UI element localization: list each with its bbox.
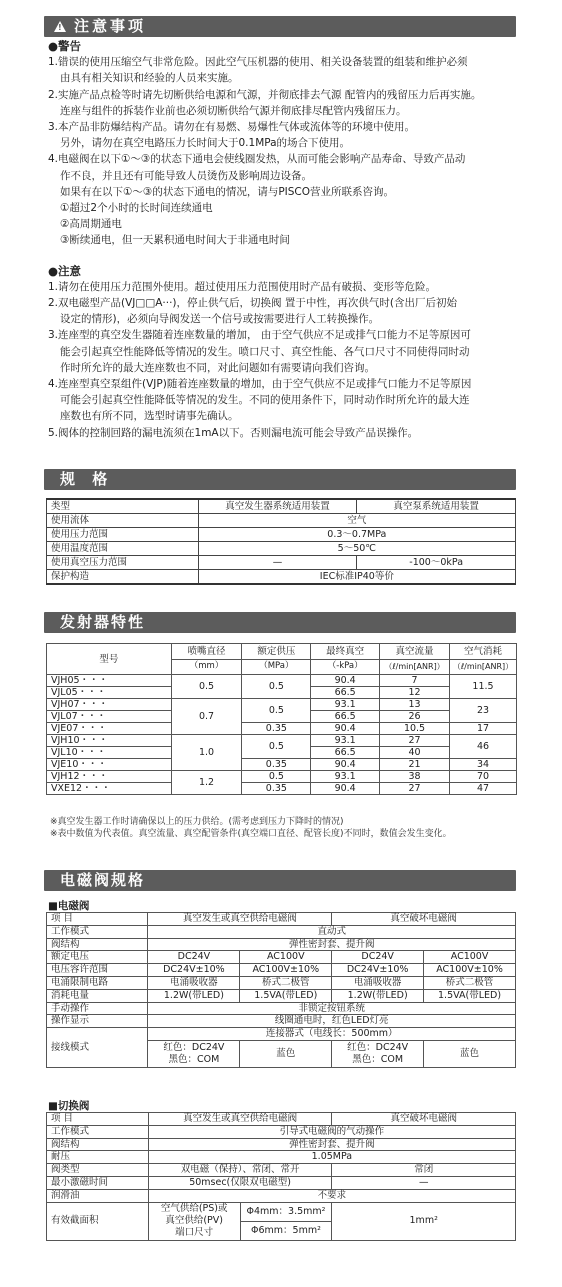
table-row <box>47 556 516 570</box>
sol-value: 1.5VA(带LED) <box>424 989 516 1002</box>
warning-line: 作不良，并且还有可能导致人员烫伤及影响周边设备。 <box>60 169 312 182</box>
sw-header-cell: 项 目 <box>47 1113 149 1126</box>
table-row <box>47 989 516 1002</box>
table-row <box>47 938 516 951</box>
warning-line: 1.错误的使用压缩空气非常危险。因此空气压机器的使用、相关设备装置的组装和维护必须 <box>48 56 468 69</box>
ejector-unit: （ℓ/min[ANR]） <box>380 659 450 675</box>
ejector-vacuum: 90.4 <box>311 723 380 735</box>
table-row <box>47 1113 516 1126</box>
ejector-vacuum: 93.1 <box>311 735 380 747</box>
ejector-consumption: 23 <box>450 699 517 723</box>
sw-label: 耐压 <box>47 1151 149 1164</box>
table-row <box>47 735 517 747</box>
table-row <box>47 783 517 795</box>
sol-value: 桥式二极管 <box>240 976 332 989</box>
spec-header-cell: 真空发生器系统适用装置 <box>198 499 357 514</box>
table-row <box>47 925 516 938</box>
sol-value: 直动式 <box>148 925 516 938</box>
ejector-consumption: 70 <box>450 771 517 783</box>
table-row <box>47 499 516 514</box>
ejector-pressure: 0.5 <box>242 735 311 759</box>
ejector-vacuum: 93.1 <box>311 699 380 711</box>
table-row <box>47 699 517 711</box>
sol-label: 接线模式 <box>47 1028 148 1068</box>
spec-value: 5～50℃ <box>198 542 515 556</box>
ejector-nozzle: 0.7 <box>171 699 242 735</box>
ejector-flow: 10.5 <box>380 723 450 735</box>
sw-label: 有效截面积 <box>47 1202 149 1240</box>
table-row <box>47 771 517 783</box>
ejector-unit: （MPa） <box>242 659 311 675</box>
ejector-flow: 40 <box>380 747 450 759</box>
caution-body <box>48 38 522 441</box>
sw-area-a1: Φ4mm：3.5mm² <box>240 1202 332 1221</box>
sw-area-a2: Φ6mm：5mm² <box>240 1221 332 1240</box>
sol-wiring-dc <box>148 1040 240 1067</box>
ejector-pressure: 0.5 <box>242 675 311 699</box>
sw-value: 双电磁（保持）、常闭、常开 <box>148 1164 332 1177</box>
wire-red: 红色：DC24V <box>163 1041 225 1053</box>
ejector-flow: 7 <box>380 675 450 687</box>
wire-black: 黑色：COM <box>352 1053 404 1065</box>
notice-line: 能会引起真空性能降低等情况的发生。喷口尺寸、真空性能、各气口尺寸不同使得同时动 <box>60 345 470 358</box>
spec-table <box>46 498 516 585</box>
sol-value: AC100V <box>240 951 332 964</box>
ejector-vacuum: 66.5 <box>311 747 380 759</box>
ejector-model: VJE10・・・ <box>47 759 172 771</box>
ejector-model: VJH12・・・ <box>47 771 172 783</box>
solenoid-table <box>46 912 516 1068</box>
spec-label: 使用流体 <box>47 514 199 528</box>
warning-line: 2.实施产品点检等时请先切断供给电源和气源，并彻底排去气源 配管内的残留压力后再实施。 <box>48 88 482 101</box>
ejector-pressure: 0.35 <box>242 723 311 735</box>
warning-line: 连座与组件的拆装作业前也必须切断供给气源并彻底排尽配管内残留压力。 <box>60 104 407 117</box>
table-row <box>47 1015 516 1028</box>
warning-line: ②高周期通电 <box>60 218 122 231</box>
ejector-consumption: 47 <box>450 783 517 795</box>
solenoid-valve-label: ■电磁阀 <box>48 900 90 912</box>
spec-label: 保护构造 <box>47 570 199 585</box>
ejector-nozzle: 0.5 <box>171 675 242 699</box>
notice-line: 2.双电磁型产品(VJ□□A···)，停止供气后，切换阀 置于中性，再次供气时(含出厂后初始 <box>48 297 457 310</box>
solenoid-title-bar <box>44 870 516 891</box>
ejector-vacuum: 90.4 <box>311 759 380 771</box>
table-row <box>47 1202 516 1221</box>
sw-value: 引导式电磁阀的气动操作 <box>148 1125 515 1138</box>
switch-valve-table <box>46 1112 516 1241</box>
warning-line: 由具有相关知识和经验的人员来实施。 <box>60 72 239 85</box>
ejector-title-bar <box>44 612 516 633</box>
ejector-notes <box>50 817 452 840</box>
ejector-pressure: 0.35 <box>242 759 311 771</box>
ejector-vacuum: 90.4 <box>311 783 380 795</box>
sw-header-cell: 真空破坏电磁阀 <box>332 1113 516 1126</box>
sw-area-desc-line: 真空供给(PV) <box>165 1215 223 1227</box>
ejector-header-model: 型号 <box>47 644 172 675</box>
table-row <box>47 644 517 660</box>
sol-value: DC24V <box>148 951 240 964</box>
ejector-unit: （-kPa） <box>311 659 380 675</box>
sw-header-cell: 真空发生或真空供给电磁阀 <box>148 1113 332 1126</box>
spec-header-cell: 类型 <box>47 499 199 514</box>
ejector-flow: 12 <box>380 687 450 699</box>
ejector-unit: （ℓ/min[ANR]） <box>450 659 517 675</box>
ejector-flow: 13 <box>380 699 450 711</box>
spec-label: 使用真空压力范围 <box>47 556 199 570</box>
sol-label: 消耗电量 <box>47 989 148 1002</box>
wire-red: 红色：DC24V <box>347 1041 409 1053</box>
spec-header-cell: 真空泵系统适用装置 <box>357 499 516 514</box>
sw-label: 阀类型 <box>47 1164 149 1177</box>
spec-value: — <box>198 556 357 570</box>
table-row <box>47 1151 516 1164</box>
sol-value: 非锁定按钮系统 <box>148 1002 516 1015</box>
notice-line: 4.连座型真空泵组件(VJP)随着连座数量的增加，由于空气供应不足或排气口能力不足等原因 <box>48 378 472 391</box>
spec-value: -100～0kPa <box>357 556 516 570</box>
sol-value: 连接器式（电线长：500mm） <box>148 1028 516 1041</box>
notice-line: 1.请勿在使用压力范围外使用。超过使用压力范围使用时产品有破损、变形等危险。 <box>48 280 437 293</box>
table-row <box>47 964 516 977</box>
sol-value: 弹性密封套、提升阀 <box>148 938 516 951</box>
notice-line: 5.阀体的控制回路的漏电流须在1mA以下。否则漏电流可能会导致产品误操作。 <box>48 426 419 439</box>
sw-label: 最小激磁时间 <box>47 1176 149 1189</box>
notice-line: 作时所允许的最大连座数也不同，对此问题如有需要请向我们咨询。 <box>60 361 375 374</box>
ejector-flow: 21 <box>380 759 450 771</box>
sol-wiring-dc <box>332 1040 424 1067</box>
ejector-model: VJL05・・・ <box>47 687 172 699</box>
table-row <box>47 1002 516 1015</box>
caution-title: 注意事项 <box>74 17 147 35</box>
warning-line: ③断续通电，但一天累积通电时间大于非通电时间 <box>60 234 290 247</box>
ejector-table <box>46 643 517 795</box>
ejector-header: 空气消耗 <box>450 644 517 660</box>
sol-value: 线圈通电时，红色LED灯亮 <box>148 1015 516 1028</box>
notice-line: 设定的情形)，必须向导阀发送一个信号或按需要进行人工转换操作。 <box>60 313 380 326</box>
sw-value: 50msec(仅限双电磁型) <box>148 1176 332 1189</box>
spec-label: 使用温度范围 <box>47 542 199 556</box>
sol-value: AC100V <box>424 951 516 964</box>
spec-title-bar <box>44 469 516 490</box>
caution-title-bar <box>44 16 516 37</box>
ejector-flow: 38 <box>380 771 450 783</box>
ejector-note: ※表中数值为代表值。真空流量、真空配管条件(真空端口直径、配管长度)不同时，数值会发生变化。 <box>50 828 452 839</box>
ejector-vacuum: 90.4 <box>311 675 380 687</box>
sw-label: 阀结构 <box>47 1138 149 1151</box>
table-row <box>47 528 516 542</box>
ejector-model: VJL07・・・ <box>47 711 172 723</box>
sw-label: 润滑油 <box>47 1189 149 1202</box>
sol-value: 1.2W(带LED) <box>332 989 424 1002</box>
sol-value: 桥式二极管 <box>424 976 516 989</box>
sol-header-cell: 真空破坏电磁阀 <box>332 913 516 926</box>
solenoid-title: 电磁阀规格 <box>60 871 146 889</box>
sol-value: 1.2W(带LED) <box>148 989 240 1002</box>
notice-line: 3.连座型的真空发生器随着连座数量的增加， 由于空气供应不足或排气口能力不足等原因可 <box>48 329 471 342</box>
table-row <box>47 1028 516 1041</box>
sw-value: 常闭 <box>332 1164 516 1177</box>
spec-title: 规 格 <box>60 470 114 488</box>
sol-label: 阀结构 <box>47 938 148 951</box>
ejector-consumption: 17 <box>450 723 517 735</box>
sol-wiring-ac: 蓝色 <box>424 1040 516 1067</box>
sw-area-b: 1mm² <box>332 1202 516 1240</box>
ejector-consumption: 46 <box>450 735 517 759</box>
sw-area-desc <box>148 1202 240 1240</box>
table-row <box>47 1176 516 1189</box>
sw-label: 工作模式 <box>47 1125 149 1138</box>
ejector-consumption: 11.5 <box>450 675 517 699</box>
ejector-title: 发射器特性 <box>60 613 146 631</box>
ejector-model: VXE12・・・ <box>47 783 172 795</box>
warning-line: 4.电磁阀在以下①～③的状态下通电会使线圈发热，从而可能会影响产品寿命、导致产品动 <box>48 153 466 166</box>
ejector-header: 真空流量 <box>380 644 450 660</box>
table-row <box>47 1189 516 1202</box>
ejector-pressure: 0.35 <box>242 783 311 795</box>
table-row <box>47 1125 516 1138</box>
sol-label: 额定电压 <box>47 951 148 964</box>
sw-value: 不要求 <box>148 1189 515 1202</box>
ejector-nozzle: 1.0 <box>171 735 242 771</box>
ejector-unit: （mm） <box>171 659 242 675</box>
ejector-flow: 27 <box>380 783 450 795</box>
table-row <box>47 675 517 687</box>
warning-triangle-icon: ! <box>54 21 66 32</box>
table-row <box>47 514 516 528</box>
sw-value: 1.05MPa <box>148 1151 515 1164</box>
notice-heading: ●注意 <box>48 263 82 278</box>
notice-line: 座数也有所不同，选型时请事先确认。 <box>60 410 239 423</box>
sol-header-cell: 真空发生或真空供给电磁阀 <box>148 913 332 926</box>
table-row <box>47 723 517 735</box>
sol-label: 电压容许范围 <box>47 964 148 977</box>
ejector-model: VJH05・・・ <box>47 675 172 687</box>
sw-value: — <box>332 1176 516 1189</box>
sol-value: 1.5VA(带LED) <box>240 989 332 1002</box>
sol-label: 工作模式 <box>47 925 148 938</box>
ejector-pressure: 0.5 <box>242 771 311 783</box>
ejector-pressure: 0.5 <box>242 699 311 723</box>
warning-line: 3.本产品非防爆结构产品。请勿在有易燃、易爆性气体或流体等的环境中使用。 <box>48 121 416 134</box>
ejector-flow: 26 <box>380 711 450 723</box>
ejector-header: 喷嘴直径 <box>171 644 242 660</box>
ejector-consumption: 34 <box>450 759 517 771</box>
ejector-vacuum: 66.5 <box>311 711 380 723</box>
switch-valve-label: ■切换阀 <box>48 1100 90 1112</box>
sol-header-cell: 项 目 <box>47 913 148 926</box>
sol-label: 手动操作 <box>47 1002 148 1015</box>
spec-value: 空气 <box>198 514 515 528</box>
notice-line: 可能会引起真空性能降低等情况的发生。不同的使用条件下，同时动作时所允许的最大连 <box>60 394 470 407</box>
table-row <box>47 570 516 585</box>
ejector-model: VJH10・・・ <box>47 735 172 747</box>
sw-area-desc-line: 空气供给(PS)或 <box>160 1203 228 1215</box>
ejector-model: VJE07・・・ <box>47 723 172 735</box>
sol-value: DC24V <box>332 951 424 964</box>
sol-value: AC100V±10% <box>240 964 332 977</box>
wire-black: 黑色：COM <box>168 1053 220 1065</box>
ejector-model: VJL10・・・ <box>47 747 172 759</box>
sol-wiring-ac: 蓝色 <box>240 1040 332 1067</box>
sol-value: DC24V±10% <box>148 964 240 977</box>
table-row <box>47 976 516 989</box>
spec-value: 0.3～0.7MPa <box>198 528 515 542</box>
table-row <box>47 759 517 771</box>
sol-value: AC100V±10% <box>424 964 516 977</box>
ejector-vacuum: 66.5 <box>311 687 380 699</box>
sw-value: 弹性密封套、提升阀 <box>148 1138 515 1151</box>
sol-label: 操作显示 <box>47 1015 148 1028</box>
sol-value: 电涌吸收器 <box>332 976 424 989</box>
warning-line: ①超过2个小时的长时间连续通电 <box>60 202 213 215</box>
table-row <box>47 542 516 556</box>
warning-heading: ●警告 <box>48 39 82 53</box>
ejector-note: ※真空发生器工作时请确保以上的压力供给。(需考虑到压力下降时的情况) <box>50 817 344 827</box>
table-row <box>47 951 516 964</box>
ejector-model: VJH07・・・ <box>47 699 172 711</box>
ejector-nozzle: 1.2 <box>171 771 242 795</box>
table-row <box>47 1164 516 1177</box>
sol-value: 电涌吸收器 <box>148 976 240 989</box>
ejector-flow: 27 <box>380 735 450 747</box>
sw-area-desc-line: 端口尺寸 <box>175 1227 214 1239</box>
ejector-vacuum: 93.1 <box>311 771 380 783</box>
spec-value: IEC标准IP40等价 <box>198 570 515 585</box>
spec-label: 使用压力范围 <box>47 528 199 542</box>
sol-label: 电涌限制电路 <box>47 976 148 989</box>
ejector-header: 额定供压 <box>242 644 311 660</box>
warning-line: 如果有在以下①～③的状态下通电的情况，请与PISCO营业所联系咨询。 <box>60 185 395 198</box>
sol-value: DC24V±10% <box>332 964 424 977</box>
table-row <box>47 913 516 926</box>
ejector-header: 最终真空 <box>311 644 380 660</box>
warning-line: 另外，请勿在真空电路压力长时间大于0.1MPa的场合下使用。 <box>60 137 351 150</box>
table-row <box>47 1138 516 1151</box>
